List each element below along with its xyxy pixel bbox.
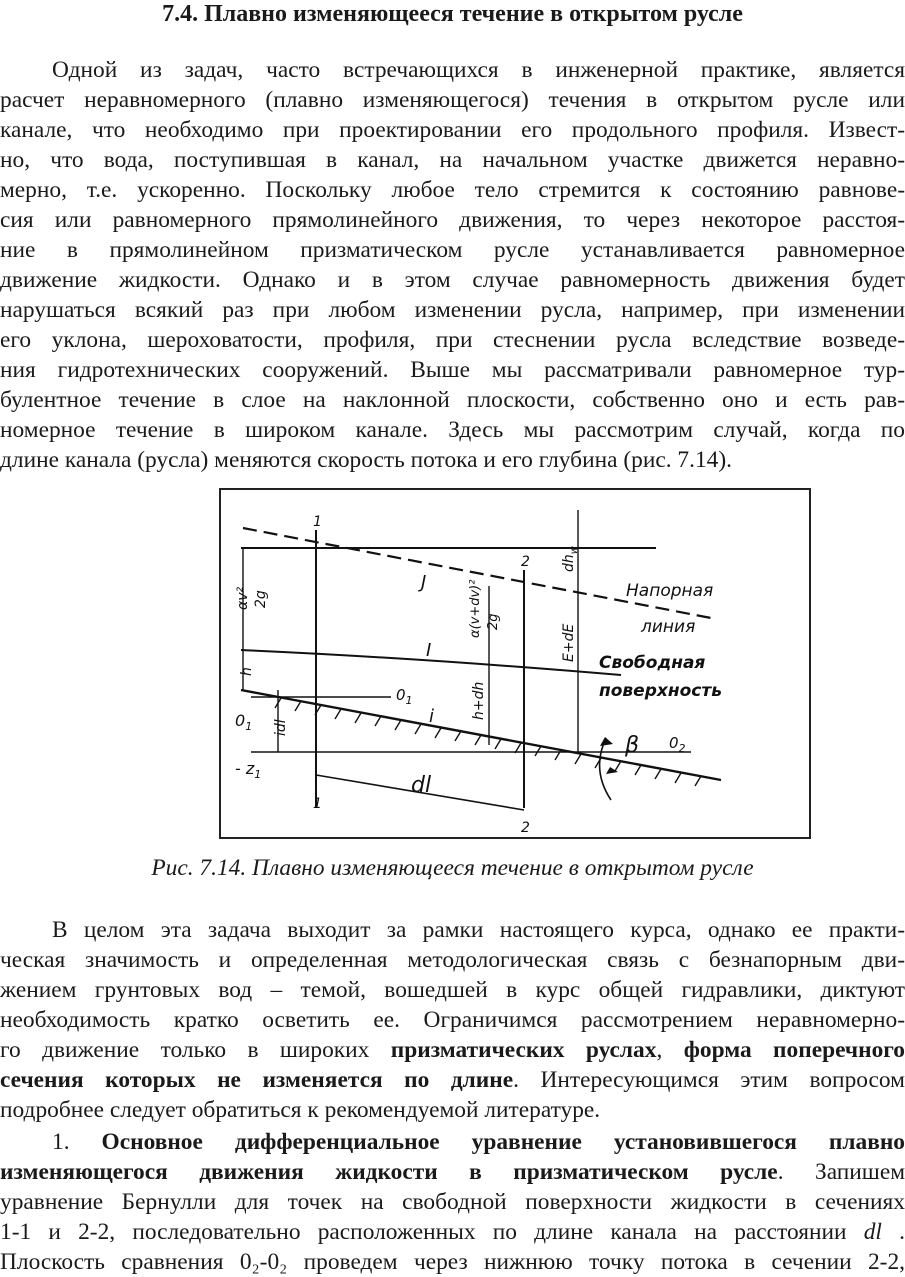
paragraph1-line: канале, что необходимо при проектировании его продольного профиля. Извест- [0, 117, 905, 143]
eq-line-4: 1-1 и 2-2, последовательно расположенных по длине канала на расстоянии dl . [0, 1219, 905, 1245]
section-2-bottom-label: 2 [521, 820, 530, 836]
pressure-line-label-1: Напорная [626, 581, 714, 601]
paragraph1-line: движение жидкости. Однако и в этом случае равномерность движения будет [0, 267, 905, 293]
energy-label-dE: E+dE [561, 623, 577, 662]
paragraph1-line: нарушаться всякий раз при любом изменении русла, например, при изменении [0, 297, 905, 323]
energy-slope-label-J: J [421, 572, 427, 593]
eq-line-3: уравнение Бернулли для точек на свободной поверхности жидкости в сечениях [0, 1189, 905, 1215]
datum-label-o1-line: $0_1$ [396, 686, 413, 707]
bed-slope-label-i: i [429, 706, 435, 727]
depth-label-h: h [239, 667, 255, 676]
open-channel-diagram [221, 490, 809, 837]
free-surface-label-2: поверхность [599, 681, 722, 701]
paragraph-intro [0, 55, 905, 475]
paragraph1-line: Одной из задач, часто встречающихся в инженерной практике, является [52, 57, 905, 83]
paragraph1-line: но, что вода, поступившая в канал, на начальном участке движется неравно- [0, 147, 905, 173]
eq-line-1: 1. Основное дифференциальное уравнение установившегося плавно [52, 1129, 905, 1155]
eq-line-2: изменяющегося движения жидкости в призматическом русле. Запишем [0, 1159, 905, 1185]
paragraph1-line: номерное течение в широком канале. Здесь мы рассмотрим случай, когда по [0, 417, 905, 443]
velocity-head-2-num: α(v+dv)² [468, 579, 483, 638]
paragraph-equation-intro [0, 1127, 905, 1277]
velocity-head-2-den: 2g [486, 613, 501, 630]
head-loss-label-dhw: $dh_w$ [561, 546, 580, 572]
idl-label: idl [273, 719, 289, 736]
paragraph1-line: ния гидротехнических сооружений. Выше мы рассматривали равномерное тур- [0, 357, 905, 383]
paragraph2-line: необходимость кратко осветить ее. Ограничимся рассмотрением неравномерно- [0, 1007, 905, 1033]
length-label-dl: dl [411, 773, 432, 798]
paragraph1-line: его уклона, шероховатости, профиля, при стеснении русла вследствие возведе- [0, 327, 905, 353]
paragraph-scope [0, 915, 905, 1035]
section-1-top-label: 1 [313, 514, 322, 530]
angle-label-beta: β [625, 733, 640, 758]
surface-slope-label-I: I [426, 640, 432, 661]
paragraph1-line: длине канала (русла) меняются скорость потока и его глубина (рис. 7.14). [0, 447, 732, 473]
figure-caption: Рис. 7.14. Плавно изменяющееся течение в открытом русле [151, 855, 754, 881]
pressure-line-label-2: линия [641, 617, 696, 637]
paragraph2-line: ческая значимость и определенная методологическая связь с безнапорным дви- [0, 947, 905, 973]
paragraph1-line: ние в прямолинейном призматическом русле устанавливается равномерное [0, 237, 905, 263]
scope-line-6: сечения которых не изменяется по длине. Интересующимся этим вопросом [0, 1067, 905, 1093]
paragraph1-line: расчет неравномерного (плавно изменяющегося) течения в открытом русле или [0, 87, 905, 113]
paragraph1-line: булентное течение в слое на наклонной плоскости, собственно оно и есть рав- [0, 387, 905, 413]
elevation-label-z1: - $z_1$ [235, 759, 262, 781]
scope-line-7: подробнее следует обратиться к рекомендуемой литературе. [0, 1097, 601, 1123]
section-2-top-label: 2 [521, 554, 530, 570]
datum-label-o2: $0_2$ [669, 734, 686, 755]
paragraph-scope-tail [0, 1035, 905, 1125]
section-title: 7.4. Плавно изменяющееся течение в открытом русле [162, 1, 743, 27]
figure-7-14 [219, 488, 811, 839]
paragraph1-line: сия или равномерного прямолинейного движения, то через некоторое расстоя- [0, 207, 905, 233]
depth-label-hdh: h+dh [471, 681, 487, 720]
velocity-head-1-den: 2g [253, 590, 269, 608]
scope-line-5: го движение только в широких призматических руслах, форма поперечного [0, 1037, 905, 1063]
free-surface-label-1: Свободная [599, 653, 706, 673]
beta-arrow-head [600, 737, 613, 746]
eq-line-5: Плоскость сравнения 0₂-0₂ проведем через нижнюю точку потока в сечении 2-2, [0, 1249, 905, 1275]
velocity-head-1-num: αv² [235, 586, 251, 610]
paragraph1-line: мерно, т.е. ускоренно. Поскольку любое тело стремится к состоянию равнове- [0, 177, 905, 203]
paragraph2-line: жением грунтовых вод – темой, вошедшей в курс общей гидравлики, диктуют [0, 977, 905, 1003]
datum-label-o1: $0_1$ [235, 711, 253, 733]
paragraph2-line: В целом эта задача выходит за рамки настоящего курса, однако ее практи- [52, 917, 905, 943]
section-1-bottom-label: 1 [313, 796, 322, 812]
